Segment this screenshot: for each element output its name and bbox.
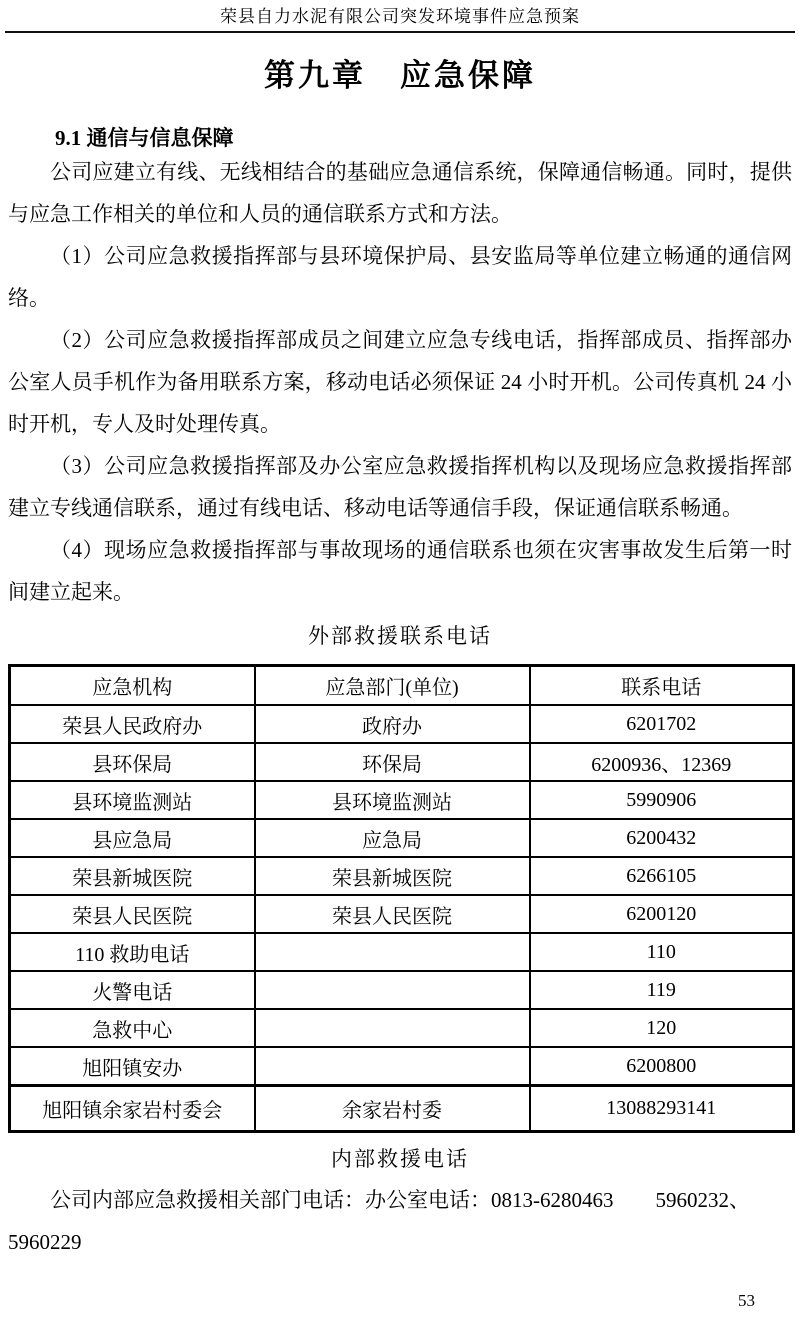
document-header: 荣县自力水泥有限公司突发环境事件应急预案	[5, 0, 795, 33]
table-row	[10, 781, 794, 819]
column-header-phone: 联系电话	[530, 666, 794, 706]
cell-agency: 荣县人民医院	[10, 895, 255, 933]
cell-agency: 荣县人民政府办	[10, 705, 255, 743]
cell-agency: 急救中心	[10, 1009, 255, 1047]
table-row	[10, 857, 794, 895]
page-number: 53	[738, 1291, 755, 1310]
cell-phone: 6266105	[530, 857, 794, 895]
paragraph: （1）公司应急救援指挥部与县环境保护局、县安监局等单位建立畅通的通信网络。	[8, 244, 792, 310]
cell-phone: 120	[530, 1009, 794, 1047]
external-table-caption: 外部救援联系电话	[308, 624, 492, 648]
internal-phones-paragraph	[8, 1179, 792, 1263]
table-row	[10, 933, 794, 971]
cell-agency: 110 救助电话	[10, 933, 255, 971]
table-row	[10, 743, 794, 781]
cell-phone: 6200432	[530, 819, 794, 857]
cell-agency: 荣县新城医院	[10, 857, 255, 895]
column-header-department: 应急部门(单位)	[255, 666, 530, 706]
cell-agency: 县环境监测站	[10, 781, 255, 819]
cell-agency: 县环保局	[10, 743, 255, 781]
table-row	[10, 971, 794, 1009]
cell-department: 政府办	[255, 705, 530, 743]
cell-phone: 110	[530, 933, 794, 971]
cell-department: 县环境监测站	[255, 781, 530, 819]
cell-department	[255, 1009, 530, 1047]
table-header-row	[10, 666, 794, 706]
column-header-agency: 应急机构	[10, 666, 255, 706]
internal-phones-line2: 5960229	[8, 1230, 82, 1254]
cell-phone: 13088293141	[530, 1086, 794, 1132]
paragraph: （4）现场应急救援指挥部与事故现场的通信联系也须在灾害事故发生后第一时间建立起来。	[8, 538, 792, 604]
cell-department: 应急局	[255, 819, 530, 857]
cell-phone: 6200800	[530, 1047, 794, 1086]
paragraph: 公司应建立有线、无线相结合的基础应急通信系统，保障通信畅通。同时，提供与应急工作相关的单位和人员的通信联系方式和方法。	[8, 160, 792, 226]
table-row	[10, 1047, 794, 1086]
cell-agency: 县应急局	[10, 819, 255, 857]
paragraph: （2）公司应急救援指挥部成员之间建立应急专线电话，指挥部成员、指挥部办公室人员手机作为备用联系方案，移动电话必须保证 24 小时开机。公司传真机 24 小时开机，专人及时处理传真。	[8, 328, 792, 436]
cell-agency: 旭阳镇安办	[10, 1047, 255, 1086]
cell-department	[255, 933, 530, 971]
internal-phones-line1: 公司内部应急救援相关部门电话：办公室电话：0813-6280463 5960232、	[50, 1188, 750, 1212]
table-row	[10, 819, 794, 857]
section-heading: 9.1 通信与信息保障	[55, 126, 234, 150]
chapter-title: 第九章 应急保障	[264, 58, 536, 93]
internal-table-caption: 内部救援电话	[331, 1147, 469, 1171]
cell-department	[255, 1047, 530, 1086]
paragraph: （3）公司应急救援指挥部及办公室应急救援指挥机构以及现场应急救援指挥部建立专线通信联系，通过有线电话、移动电话等通信手段，保证通信联系畅通。	[8, 454, 792, 520]
page-content	[0, 125, 800, 1263]
table-row	[10, 1009, 794, 1047]
cell-phone: 6200120	[530, 895, 794, 933]
table-row	[10, 895, 794, 933]
table-row	[10, 1086, 794, 1132]
cell-department	[255, 971, 530, 1009]
cell-phone: 5990906	[530, 781, 794, 819]
cell-department: 荣县新城医院	[255, 857, 530, 895]
cell-phone: 6200936、12369	[530, 743, 794, 781]
cell-agency: 火警电话	[10, 971, 255, 1009]
cell-agency: 旭阳镇余家岩村委会	[10, 1086, 255, 1132]
cell-department: 环保局	[255, 743, 530, 781]
cell-phone: 119	[530, 971, 794, 1009]
cell-department: 荣县人民医院	[255, 895, 530, 933]
cell-phone: 6201702	[530, 705, 794, 743]
cell-department: 余家岩村委	[255, 1086, 530, 1132]
external-rescue-phone-table	[8, 664, 795, 1133]
table-row	[10, 705, 794, 743]
